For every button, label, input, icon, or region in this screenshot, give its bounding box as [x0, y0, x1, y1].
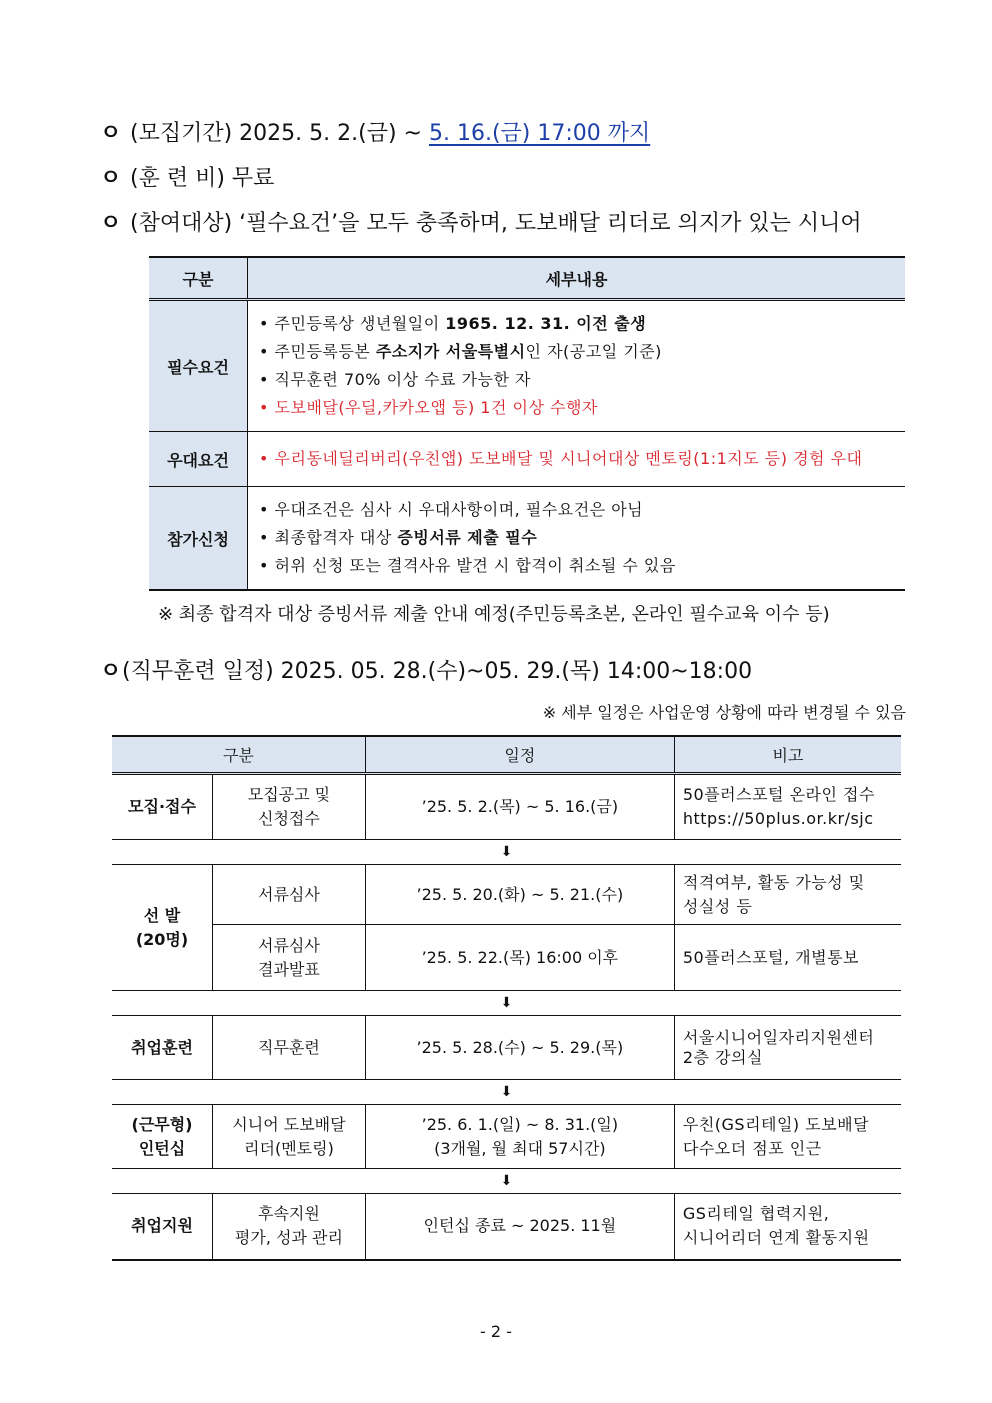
group-support: 취업지원: [112, 1194, 213, 1260]
list-item: • 직무훈련 70% 이상 수료 가능한 자: [259, 366, 904, 394]
list-item: • 도보배달(우딜,카카오앱 등) 1건 이상 수행자: [259, 394, 904, 422]
bullet-icon: ㅇ: [100, 121, 122, 146]
preferred-details: [248, 432, 906, 487]
arrow-down-icon: ⬇: [112, 991, 901, 1016]
table-row: [149, 432, 905, 487]
recruit-period-label: (모집기간) 2025. 5. 2.(금) ~: [130, 121, 429, 146]
task-cell: 시니어 도보배달 리더(멘토링): [213, 1105, 366, 1169]
training-schedule-line: [100, 654, 752, 685]
eligibility-table: [149, 256, 905, 591]
schedule-change-note: ※ 세부 일정은 사업운영 상황에 따라 변경될 수 있음: [542, 703, 906, 722]
date-cell: 인턴십 종료 ~ 2025. 11월: [365, 1194, 674, 1260]
table-header-row: [112, 736, 901, 774]
arrow-row: [112, 1080, 901, 1105]
table-row: [149, 487, 905, 591]
target-label: (참여대상) ‘필수요건’을 모두 충족하며, 도보배달 리더로 의지가 있는 시니어: [130, 211, 862, 236]
recruit-period-line: [100, 116, 650, 147]
target-line: [100, 206, 862, 237]
table-row: [112, 925, 901, 991]
note-cell: 우친(GS리테일) 도보배달 다수오더 점포 인근: [674, 1105, 901, 1169]
table-row: [112, 1016, 901, 1080]
group-select: 선 발 (20명): [112, 865, 213, 991]
table-row: [112, 774, 901, 840]
list-item: • 우리동네딜리버리(우친앱) 도보배달 및 시니어대상 멘토링(1:1지도 등) 경험 우대: [259, 445, 904, 473]
group-training: 취업훈련: [112, 1016, 213, 1080]
required-label: 필수요건: [149, 300, 248, 432]
bullet-icon: ㅇ: [100, 211, 122, 236]
arrow-down-icon: ⬇: [112, 840, 901, 865]
table-row: [112, 865, 901, 925]
list-item: • 최종합격자 대상 증빙서류 제출 필수: [259, 524, 904, 552]
task-cell: 직무훈련: [213, 1016, 366, 1080]
table-header-row: [149, 257, 905, 300]
bullet-icon: ㅇ: [100, 166, 122, 191]
table-row: [149, 300, 905, 432]
arrow-row: [112, 1169, 901, 1194]
task-cell: 후속지원 평가, 성과 관리: [213, 1194, 366, 1260]
schedule-table: [112, 735, 901, 1261]
date-cell: ’25. 5. 28.(수) ~ 5. 29.(목): [365, 1016, 674, 1080]
list-item: • 우대조건은 심사 시 우대사항이며, 필수요건은 아님: [259, 496, 904, 524]
header-category: 구분: [149, 257, 248, 300]
evidence-note: ※ 최종 합격자 대상 증빙서류 제출 안내 예정(주민등록초본, 온라인 필수교육 이수 등): [158, 604, 830, 625]
recruit-deadline: 5. 16.(금) 17:00 까지: [428, 121, 651, 146]
list-item: • 허위 신청 또는 결격사유 발견 시 합격이 취소될 수 있음: [259, 552, 904, 580]
group-intern: (근무형) 인턴십: [112, 1105, 213, 1169]
note-cell: GS리테일 협력지원, 시니어리더 연계 활동지원: [674, 1194, 901, 1260]
list-item: • 주민등록상 생년월일이 1965. 12. 31. 이전 출생: [259, 310, 904, 338]
training-schedule-label: (직무훈련 일정) 2025. 05. 28.(수)~05. 29.(목) 14:00~18:00: [122, 659, 753, 684]
task-cell: 서류심사: [213, 865, 366, 925]
date-cell: ’25. 5. 22.(목) 16:00 이후: [365, 925, 674, 991]
header-category: 구분: [112, 736, 365, 774]
list-item: • 주민등록등본 주소지가 서울특별시인 자(공고일 기준): [259, 338, 904, 366]
preferred-label: 우대요건: [149, 432, 248, 487]
required-details: [248, 300, 906, 432]
arrow-row: [112, 840, 901, 865]
date-cell: ’25. 5. 2.(목) ~ 5. 16.(금): [365, 774, 674, 840]
apply-label: 참가신청: [149, 487, 248, 591]
bullet-icon: ㅇ: [100, 659, 122, 684]
note-cell: 50플러스포털, 개별통보: [674, 925, 901, 991]
arrow-row: [112, 991, 901, 1016]
group-recruit: 모집·접수: [112, 774, 213, 840]
note-cell: 50플러스포털 온라인 접수 https://50plus.or.kr/sjc: [674, 774, 901, 840]
note-cell: 서울시니어일자리지원센터 2층 강의실: [674, 1016, 901, 1080]
task-cell: 모집공고 및 신청접수: [213, 774, 366, 840]
arrow-down-icon: ⬇: [112, 1169, 901, 1194]
page-number: - 2 -: [480, 1322, 512, 1341]
training-fee-label: (훈 련 비) 무료: [130, 166, 275, 191]
header-note: 비고: [674, 736, 901, 774]
header-date: 일정: [365, 736, 674, 774]
task-cell: 서류심사 결과발표: [213, 925, 366, 991]
table-row: [112, 1194, 901, 1260]
training-fee-line: [100, 161, 274, 192]
apply-details: [248, 487, 906, 591]
header-details: 세부내용: [248, 257, 906, 300]
table-row: [112, 1105, 901, 1169]
note-cell: 적격여부, 활동 가능성 및 성실성 등: [674, 865, 901, 925]
date-cell: ’25. 5. 20.(화) ~ 5. 21.(수): [365, 865, 674, 925]
arrow-down-icon: ⬇: [112, 1080, 901, 1105]
date-cell: ’25. 6. 1.(일) ~ 8. 31.(일) (3개월, 월 최대 57시간): [365, 1105, 674, 1169]
